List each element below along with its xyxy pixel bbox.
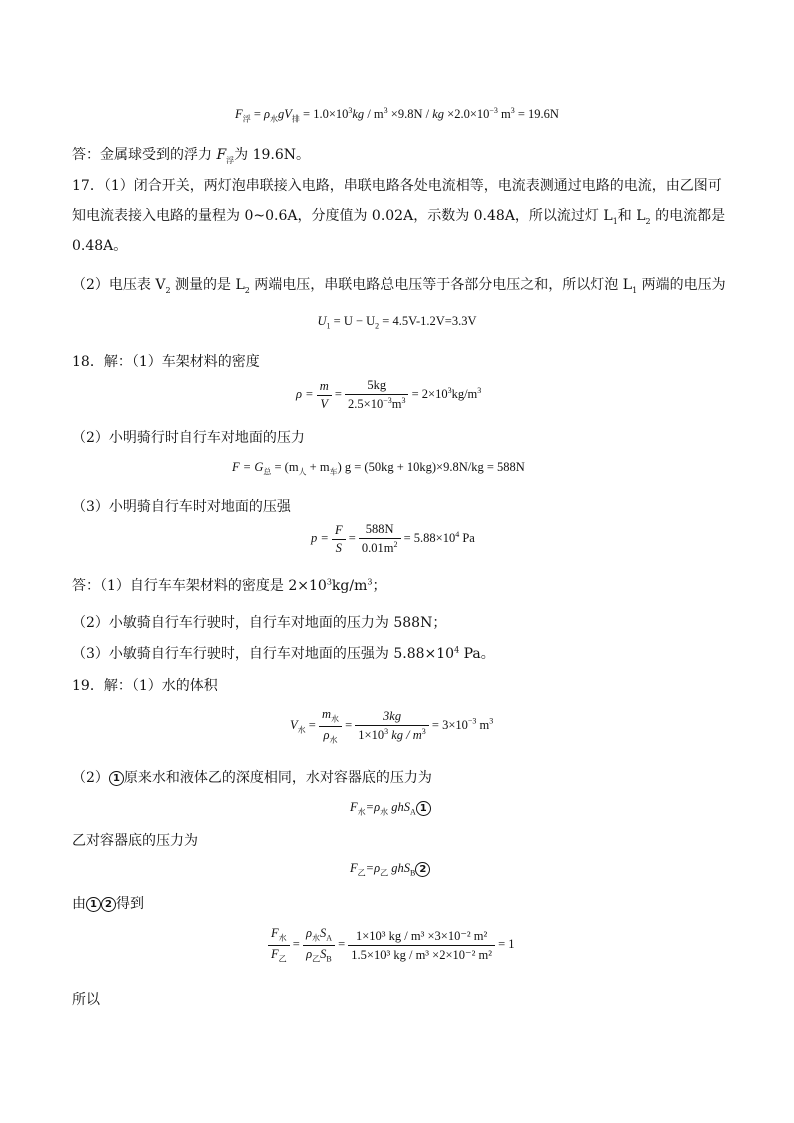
q18-part-3: （3）小明骑自行车时对地面的压强 bbox=[72, 499, 291, 515]
q19-part-4: 由 1 2 得到 bbox=[72, 896, 144, 912]
force-equation: $F = G_总 = (m_人 + m_车) g = (50kg + 10kg)\times 9.8N/kg = 588N$ bbox=[232, 460, 525, 477]
circled-number-1: 1 bbox=[86, 897, 101, 912]
fraction: $\frac{m}{V}$ bbox=[317, 379, 332, 412]
ratio-equation: $\frac{F_水}{F_乙}$ = $\frac{\rho_水S_A}{\rho_乙S_B}$ = $\frac{\text{1×10³ kg / m³ ×3×10⁻² m²}}{\text{1.5×10³ kg / m³ ×2×10⁻² m²}}$ = 1 bbox=[268, 926, 515, 964]
answer-16: 答：金属球受到的浮力 $F_浮$为 19.6N。 bbox=[72, 147, 311, 165]
q18-part-2: （2）小明骑行时自行车对地面的压力 bbox=[72, 430, 305, 446]
q19-part-3: 乙对容器底的压力为 bbox=[72, 833, 198, 849]
q17-line-4: （2）电压表 $V_2$ 测量的是 $L_2$ 两端电压，串联电路总电压等于各部分电压之和，所以灯泡 $L_1$ 两端的电压为 bbox=[72, 277, 726, 295]
q18-answer-3: （3）小敏骑自行车行驶时，自行车对地面的压强为 $5.88\times 10^4$ Pa。 bbox=[72, 645, 495, 662]
fraction: $\frac{m_水}{\rho_水}$ bbox=[319, 707, 342, 745]
circled-number-1: 1 bbox=[109, 771, 124, 786]
pressure-force-liquid-equation: $F_乙=\rho_乙$ ghS$_B$ 2 bbox=[350, 861, 430, 879]
q18-heading: 18．解：（1）车架材料的密度 bbox=[72, 354, 260, 370]
q17-line-2: 知电流表接入电路的量程为 0~0.6A，分度值为 0.02A，示数为 0.48A，所以流过灯 $L_1$和 $L_2$ 的电流都是 bbox=[72, 208, 726, 226]
q17-line-3: 0.48A。 bbox=[72, 238, 128, 254]
pressure-force-water-equation: $F_水=\rho_水$ ghS$_A$ 1 bbox=[350, 800, 431, 818]
volume-equation: $V_水$ = $\frac{m_水}{\rho_水}$ = $\frac{3kg}{1\times 10^3 kg / m^3}$ = $3\times 10^{-3}$ $m^3$ bbox=[290, 707, 494, 744]
buoyancy-equation: $F_浮 = \rho_水gV_排 = 1.0\times 10^3kg / m^3 \times 9.8N$ / kg $\times 2.0\times 10^{-3}$ $m^3 = 19.6N$ bbox=[235, 106, 559, 124]
density-equation: ρ = $\frac{m}{V}$ = $\frac{5kg}{2.5\times 10^{-3}m^3}$ = $2\times 10^3kg/m^3$ bbox=[296, 378, 482, 412]
fraction: $\frac{3kg}{1\times 10^3 kg / m^3}$ bbox=[355, 709, 429, 743]
fraction: $\frac{F_水}{F_乙}$ bbox=[268, 926, 290, 964]
q19-part-2: （2） 1 原来水和液体乙的深度相同，水对容器底的压力为 bbox=[72, 770, 432, 786]
fraction: $\frac{\text{1×10³ kg / m³ ×3×10⁻² m²}}{\text{1.5×10³ kg / m³ ×2×10⁻² m²}}$ bbox=[348, 928, 495, 963]
fraction: $\frac{588N}{0.01m^2}$ bbox=[359, 522, 401, 556]
q18-answer-2: （2）小敏骑自行车行驶时，自行车对地面的压力为 588N； bbox=[72, 615, 447, 631]
fraction: $\frac{F}{S}$ bbox=[332, 523, 346, 556]
q17-line-1: 17．（1）闭合开关，两灯泡串联接入电路，串联电路各处电流相等，电流表测通过电路的电流，由乙图可 bbox=[72, 178, 722, 194]
circled-number-2: 2 bbox=[101, 897, 116, 912]
voltage-equation: $U_1 = U - U_2 = 4.5V-1.2V=3.3V$ bbox=[317, 314, 477, 331]
circled-number-2: 2 bbox=[415, 862, 430, 877]
q19-heading: 19．解：（1）水的体积 bbox=[72, 678, 218, 694]
q19-conclusion: 所以 bbox=[72, 992, 100, 1008]
pressure-equation: p = $\frac{F}{S}$ = $\frac{588N}{0.01m^2}$ = $5.88\times 10^4$ Pa bbox=[311, 522, 475, 556]
fraction: $\frac{5kg}{2.5\times 10^{-3}m^3}$ bbox=[345, 378, 408, 412]
fraction: $\frac{\rho_水S_A}{\rho_乙S_B}$ bbox=[303, 926, 335, 964]
circled-number-1: 1 bbox=[416, 801, 431, 816]
q18-answer-1: 答：（1）自行车车架材料的密度是 $2\times 10^3kg/m^3$； bbox=[72, 577, 387, 594]
